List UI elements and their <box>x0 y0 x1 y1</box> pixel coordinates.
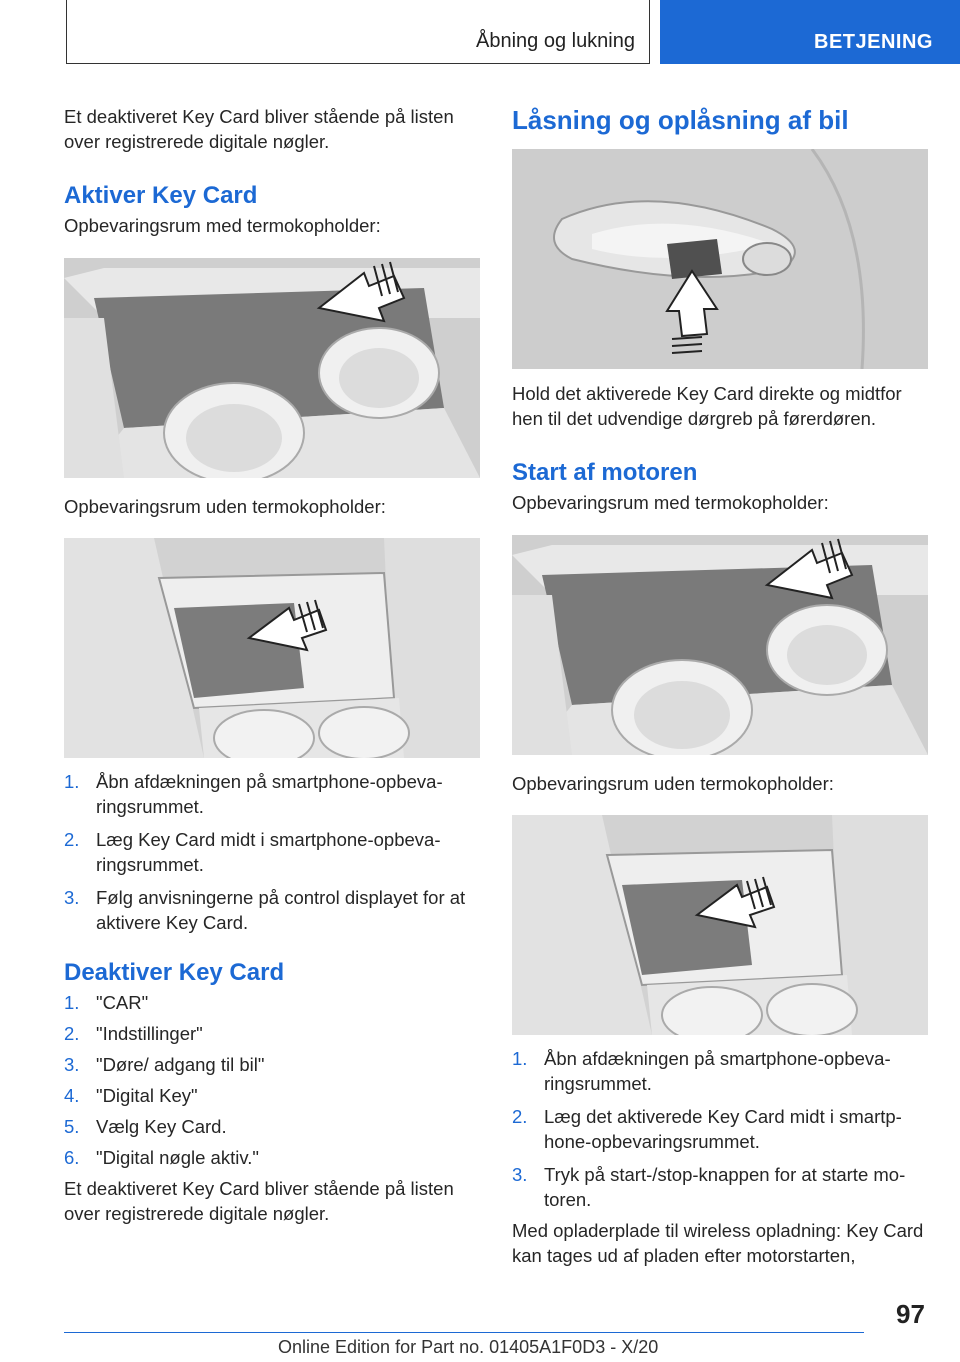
deactivate-steps-list <box>64 990 480 1170</box>
illustration-storage-without-cupholder-right <box>512 815 928 1035</box>
list-item: 3. Følg anvisningerne på control displayet for at aktivere Key Card. <box>64 887 466 933</box>
start-heading: Start af motoren <box>512 459 698 486</box>
list-item: 5. Vælg Key Card. <box>64 1116 227 1137</box>
caption-without-holder-right: Opbevaringsrum uden termokopholder: <box>512 773 834 794</box>
start-steps-list <box>512 1046 928 1212</box>
header-chapter-tab <box>660 0 960 64</box>
list-item: 1. Åbn afdækningen på smartphone-opbevaringsrummet. <box>512 1048 891 1094</box>
lock-text: Hold det aktiverede Key Card direkte og midtfor hen til det udvendige dørgreb på førerdøren. <box>512 383 902 429</box>
list-item: 1. Åbn afdækningen på smartphone-opbevaringsrummet. <box>64 771 443 817</box>
list-item: 4. "Digital Key" <box>64 1085 198 1106</box>
illustration-door-handle <box>512 149 928 369</box>
list-item: 3. Tryk på start-/stop-knappen for at starte motoren. <box>512 1164 906 1210</box>
activate-steps-list <box>64 769 480 935</box>
list-item: 2. Læg Key Card midt i smartphone-opbevaringsrummet. <box>64 829 441 875</box>
activate-heading: Aktiver Key Card <box>64 182 258 209</box>
left-column <box>64 104 480 1226</box>
header-section-tab <box>66 0 650 64</box>
section-title: Åbning og lukning <box>475 30 635 52</box>
illustration-storage-with-cupholder-right <box>512 535 928 755</box>
list-item: 6. "Digital nøgle aktiv." <box>64 1147 259 1168</box>
list-item: 2. "Indstillinger" <box>64 1023 203 1044</box>
charging-paragraph: Med opladerplade til wireless opladning: Key Card kan tages ud af pladen efter motorstarten, <box>512 1220 924 1266</box>
list-item: 3. "Døre/ adgang til bil" <box>64 1054 265 1075</box>
list-item: 1. "CAR" <box>64 992 149 1013</box>
intro-paragraph: Et deaktiveret Key Card bliver stående på listen over registrerede digitale nøgler. <box>64 106 454 152</box>
right-column <box>512 104 928 1268</box>
illustration-storage-with-cupholder <box>64 258 480 478</box>
chapter-title: BETJENING <box>814 31 933 53</box>
page-number: 97 <box>896 1299 925 1329</box>
caption-with-holder-right: Opbevaringsrum med termokopholder: <box>512 492 829 513</box>
footer-edition: Online Edition for Part no. 01405A1F0D3 - X/20 <box>278 1337 659 1357</box>
list-item: 2. Læg det aktiverede Key Card midt i smartphone-opbevaringsrummet. <box>512 1106 902 1152</box>
lock-title: Låsning og oplåsning af bil <box>512 105 849 135</box>
deactivate-heading: Deaktiver Key Card <box>64 959 285 986</box>
caption-without-holder: Opbevaringsrum uden termokopholder: <box>64 496 386 517</box>
outro-paragraph: Et deaktiveret Key Card bliver stående på listen over registrerede digitale nøgler. <box>64 1178 454 1224</box>
illustration-storage-without-cupholder <box>64 538 480 758</box>
footer-divider <box>64 1332 864 1333</box>
caption-with-holder: Opbevaringsrum med termokopholder: <box>64 215 381 236</box>
